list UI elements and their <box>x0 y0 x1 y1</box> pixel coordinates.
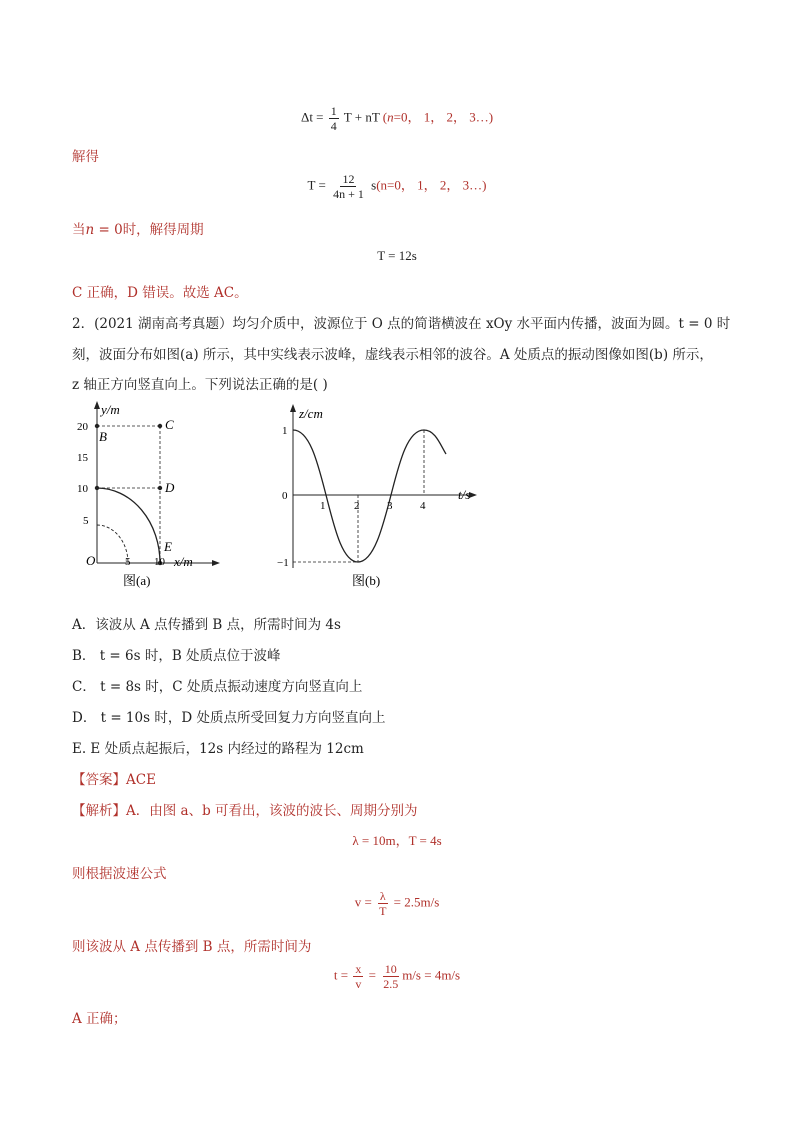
figure-a-wavefront-diagram <box>70 398 220 593</box>
ttick-3: 3 <box>387 500 393 512</box>
figure-a-xlabel: x/m <box>174 554 193 569</box>
option-e: E. E 处质点起振后，12s 内经过的路程为 12cm <box>72 741 364 757</box>
ztick-neg1: −1 <box>277 557 289 569</box>
analysis-heading: 【解析】A．由图 a、b 可看出，该波的波长、周期分别为 <box>72 803 418 819</box>
equation-delta-t: Δt = $\frac{1}{4}$ T + nT (n=0， 1， 2， 3…) <box>300 104 494 133</box>
fraction-x-over-v: $\frac{x}{v}$ <box>355 962 362 991</box>
equation-period: T = $\frac{12}{4n + 1}$ s(n=0， 1， 2， 3…) <box>307 172 487 201</box>
figure-b-caption: 图(b) <box>352 573 381 588</box>
origin-label: O <box>86 553 96 568</box>
ztick-1: 1 <box>282 425 288 437</box>
option-a: A．该波从 A 点传播到 B 点，所需时间为 4s <box>72 617 341 633</box>
label-d: D <box>165 480 175 495</box>
when-n-zero: 当n = 0时，解得周期 <box>72 222 204 238</box>
fraction-one-quarter: $\frac{1}{4}$ <box>330 104 337 133</box>
figure-a-caption: 图(a) <box>123 573 151 588</box>
equation-time: t = $\frac{x}{v}$ = $\frac{10}{2.5}$ m/s = 4m/s <box>333 962 461 991</box>
question-line-2: 刻，波面分布如图(a) 所示，其中实线表示波峰，虚线表示相邻的波谷。A 处质点的振动图像如图(b) 所示， <box>72 347 713 363</box>
equation-wave-speed: v = $\frac{\lambda}{T}$ = 2.5m/s <box>354 889 440 918</box>
point-c-marker <box>158 424 162 428</box>
ytick-15: 15 <box>77 452 88 464</box>
a-correct-text: A 正确； <box>72 1011 127 1027</box>
equation-wavelength-period: λ = 10m，T = 4s <box>352 833 442 848</box>
time-required-label: 则该波从 A 点传播到 B 点，所需时间为 <box>72 939 312 955</box>
label-e: E <box>164 539 172 554</box>
ytick-20: 20 <box>77 421 88 433</box>
equation-t-12: T = 12s <box>377 248 417 263</box>
question-line-1: 2．(2021 湖南高考真题）均匀介质中，波源位于 O 点的简谐横波在 xOy 水平面内传播，波面为圆。t = 0 时 <box>72 316 731 332</box>
ztick-0: 0 <box>282 490 288 502</box>
ttick-2: 2 <box>354 500 360 512</box>
ytick-5: 5 <box>83 515 89 527</box>
option-c: C． t = 8s 时，C 处质点振动速度方向竖直向上 <box>72 679 363 695</box>
figure-a-ylabel: y/m <box>101 402 120 417</box>
question-line-3: z 轴正方向竖直向上。下列说法正确的是( ) <box>72 377 328 393</box>
figure-b-ylabel: z/cm <box>299 406 323 421</box>
label-b: B <box>99 429 107 444</box>
answer-text: 【答案】ACE <box>72 772 156 788</box>
xtick-5: 5 <box>125 556 131 568</box>
wave-speed-formula-label: 则根据波速公式 <box>72 866 167 882</box>
point-b-marker <box>95 424 99 428</box>
option-d: D． t = 10s 时，D 处质点所受回复力方向竖直向上 <box>72 710 386 726</box>
label-c: C <box>165 417 174 432</box>
ttick-4: 4 <box>420 500 426 512</box>
ttick-1: 1 <box>320 500 326 512</box>
point-d-marker <box>158 486 162 490</box>
solve-label: 解得 <box>72 149 99 165</box>
conclusion-text: C 正确，D 错误。故选 AC。 <box>72 285 248 301</box>
point-origin-arc-marker <box>95 486 99 490</box>
option-b: B． t = 6s 时，B 处质点位于波峰 <box>72 648 281 664</box>
figure-b-vibration-graph <box>277 398 480 593</box>
xtick-10: 10 <box>154 556 165 568</box>
fraction-period: $\frac{12}{4n + 1}$ <box>333 172 364 201</box>
figure-b-xlabel: t/s <box>458 487 471 502</box>
ytick-10: 10 <box>77 483 88 495</box>
fraction-10-over-2-5: $\frac{10}{2.5}$ <box>383 962 399 991</box>
fraction-lambda-over-t: $\frac{\lambda}{T}$ <box>379 889 387 918</box>
